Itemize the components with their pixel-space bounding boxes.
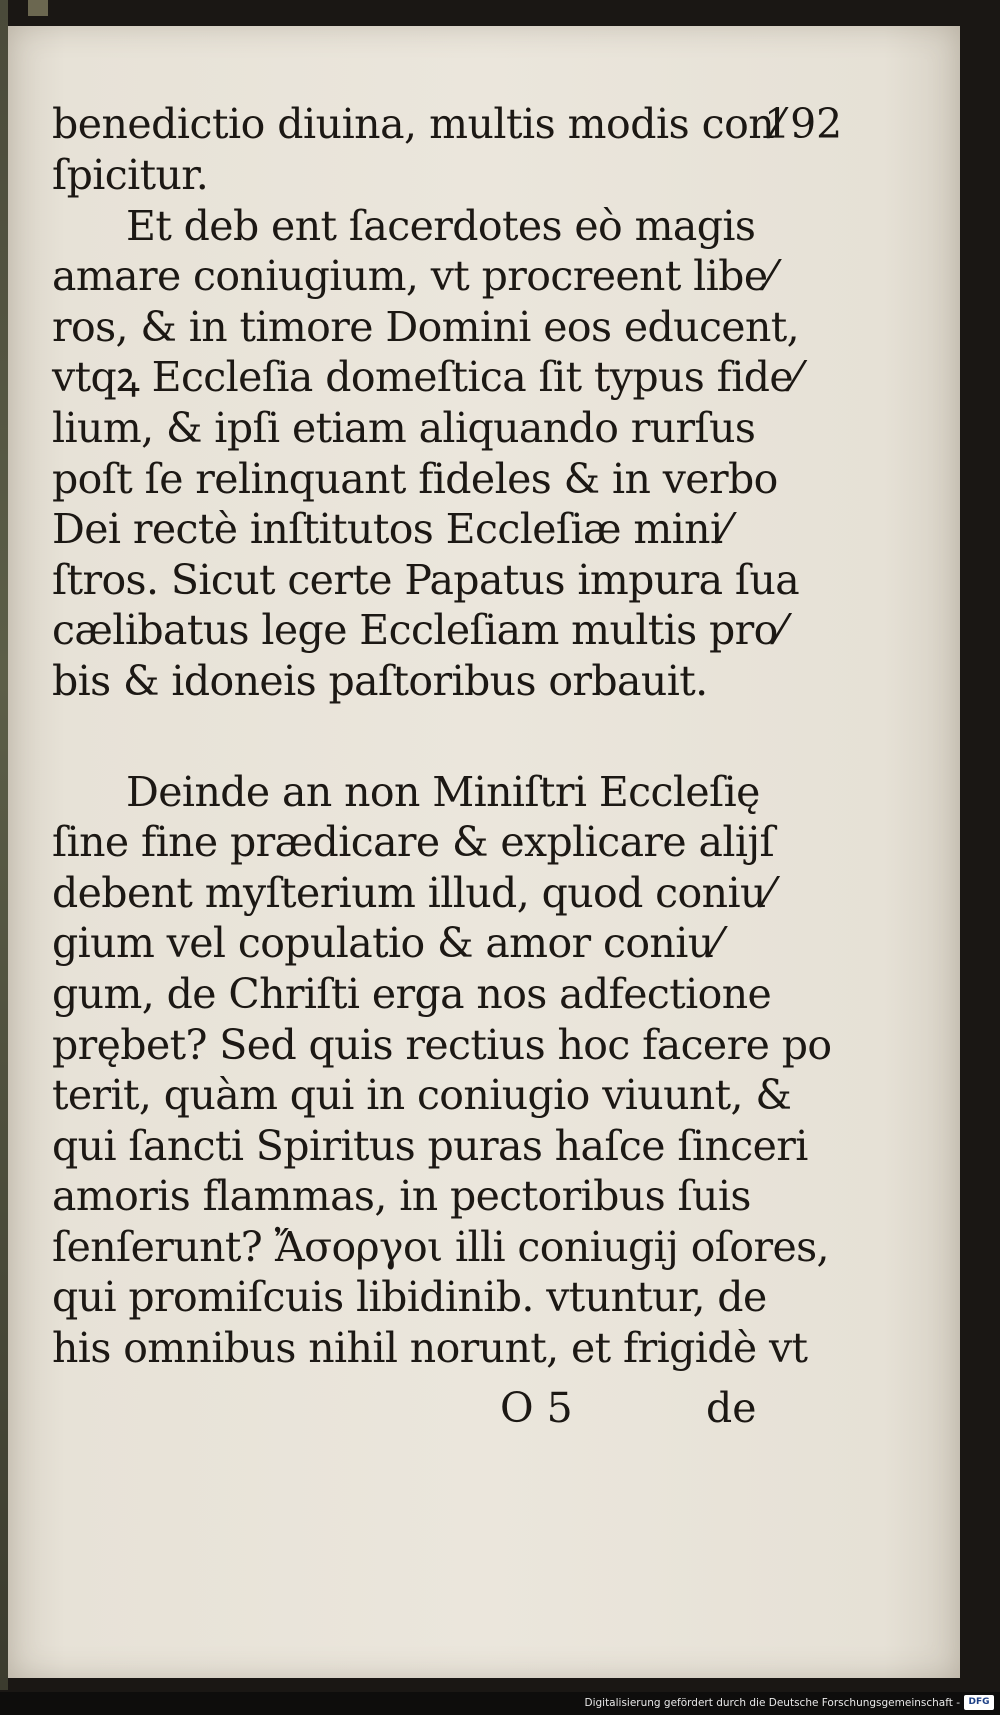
text-line: debent myſterium illud, quod coniu⁄ xyxy=(52,868,773,917)
signature-mark: O 5 xyxy=(500,1384,573,1432)
running-header: benedictio diuina, multis modis con⁄ xyxy=(52,100,781,148)
text-line: bis & idoneis paſtoribus orbauit. xyxy=(52,656,708,705)
dfg-logo-icon: DFG xyxy=(964,1695,994,1710)
text-line: qui ſancti Spiritus puras haſce ſinceri xyxy=(52,1121,808,1170)
text-line: ſenſerunt? Ἄσοργοι illi coniugij oſores, xyxy=(52,1222,829,1271)
book-spine xyxy=(0,0,8,1690)
text-line: cælibatus lege Eccleſiam multis pro⁄ xyxy=(52,606,784,655)
corner-tab xyxy=(28,0,48,16)
text-line: prębet? Sed quis rectius hoc facere po xyxy=(52,1020,832,1069)
text-line: lium, & ipſi etiam aliquando rurſus xyxy=(52,403,756,452)
text-line: ſine fine prædicare & explicare alijſ xyxy=(52,818,775,867)
folio-number: 192 xyxy=(764,100,843,148)
text-line: Deinde an non Miniſtri Eccleſię xyxy=(126,767,760,816)
text-line: ſtros. Sicut certe Papatus impura ſua xyxy=(52,555,800,604)
text-line: his omnibus nihil norunt, et frigidè vt xyxy=(52,1324,808,1373)
text-line: amoris flammas, in pectoribus ſuis xyxy=(52,1172,751,1221)
text-line: vtqꝝ Eccleſia domeſtica ſit typus fide⁄ xyxy=(52,353,800,402)
text-line: ſpicitur. xyxy=(52,151,209,199)
text-line: amare coniugium, vt procreent libe⁄ xyxy=(52,252,774,301)
text-line: qui promiſcuis libidinib. vtuntur, de xyxy=(52,1273,767,1322)
text-line: Et deb ent ſacerdotes eò magis xyxy=(126,201,756,250)
body-text xyxy=(52,150,832,1374)
text-line: terit, quàm qui in coniugio viuunt, & xyxy=(52,1071,792,1120)
text-line: poſt ſe relinquant fideles & in verbo xyxy=(52,454,778,503)
text-line: Dei rectè inſtitutos Eccleſiæ mini⁄ xyxy=(52,505,729,554)
text-line: gium vel copulatio & amor coniu⁄ xyxy=(52,919,720,968)
text-line: ros, & in timore Domini eos educent, xyxy=(52,302,800,351)
paragraph-gap xyxy=(52,707,752,767)
catchword: de xyxy=(706,1384,757,1432)
text-line: gum, de Chriſti erga nos adfectione xyxy=(52,969,772,1018)
catchword-line xyxy=(500,1384,760,1444)
digitization-credit: Digitalisierung gefördert durch die Deutsche Forschungsgemeinschaft - xyxy=(584,1697,960,1709)
